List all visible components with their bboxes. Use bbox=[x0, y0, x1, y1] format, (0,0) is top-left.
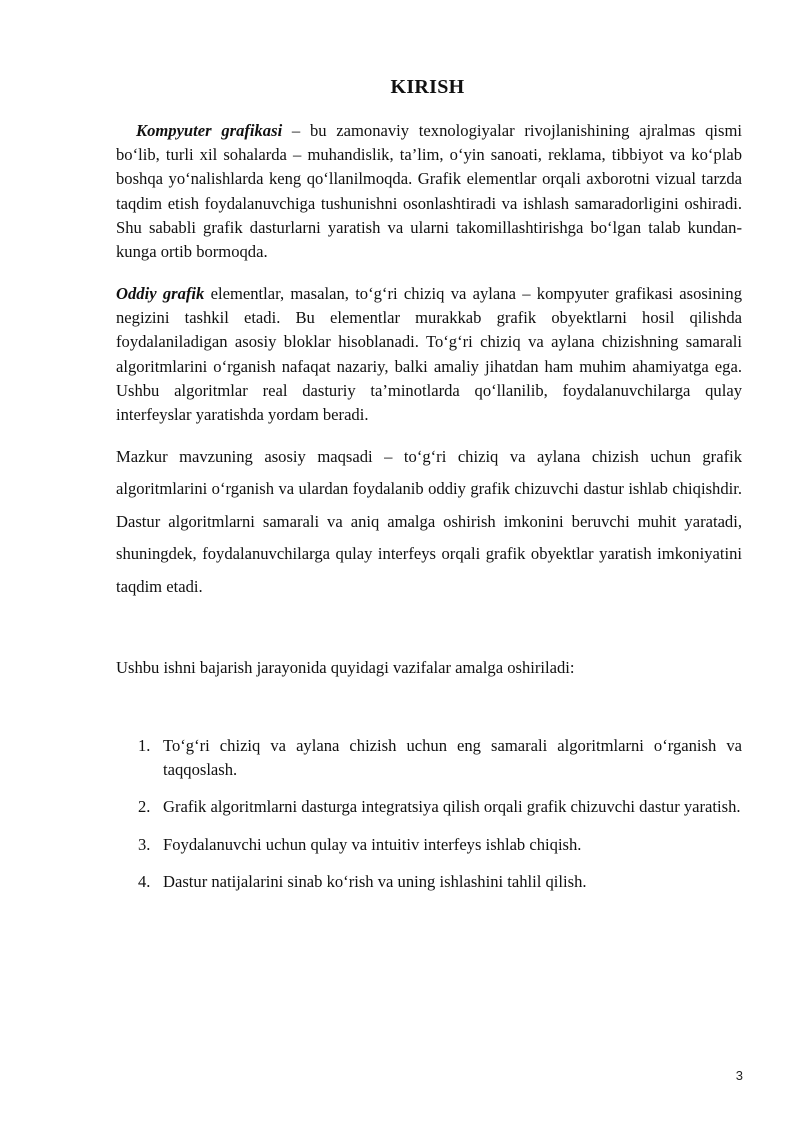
list-item-number: 2. bbox=[138, 797, 151, 817]
page-title: KIRISH bbox=[390, 76, 465, 98]
simple-graphics-term: Oddiy grafik bbox=[116, 284, 205, 303]
simple-graphics-text: elementlar, masalan, to‘g‘ri chiziq va aylana – kompyuter grafikasi asosining negizini tashkil etadi. Bu elementlar murakkab grafik obyektlarni hosil qilishda foydalaniladigan asosiy bloklar hisoblanadi. To‘g‘ri chiziq va aylana chizishning samarali algoritmlarini o‘rganish nafaqat nazariy, balki amaliy jihatdan ham muhim ahamiyatga ega. Ushbu algoritmlar real dasturiy ta’minotlarda qo‘llanilib, foydalanuvchilarga qulay interfeyslar yaratishda yordam beradi. bbox=[116, 284, 742, 425]
list-item-number: 1. bbox=[138, 736, 151, 755]
intro-text: – bu zamonaviy texnologiyalar rivojlanishining ajralmas qismi bo‘lib, turli xil sohalarda – muhandislik, ta’lim, o‘yin sanoati, reklama, tibbiyot va ko‘plab boshqa yo‘nalishlarda keng qo‘llanilmoqda. Grafik elementlar orqali axborotni vizual tarzda taqdim etish foydalanuvchiga tushunishni osonlashtiradi va ishlash samaradorligini oshiradi. Shu sababli grafik dasturlarni yaratish va ularni takomillashtirishga bo‘lgan talab kundan-kunga ortib bormoqda. bbox=[116, 121, 742, 262]
intro-paragraph bbox=[116, 119, 742, 264]
list-item-text: Foydalanuvchi uchun qulay va intuitiv interfeys ishlab chiqish. bbox=[163, 834, 582, 854]
list-item bbox=[116, 870, 742, 894]
list-item-text: To‘g‘ri chiziq va aylana chizish uchun eng samarali algoritmlarni o‘rganish va taqqoslash. bbox=[163, 736, 742, 780]
intro-term: Kompyuter grafikasi bbox=[136, 121, 283, 140]
list-item bbox=[116, 833, 742, 857]
list-item-number: 4. bbox=[138, 871, 151, 891]
list-item-text: Dastur natijalarini sinab ko‘rish va uning ishlashini tahlil qilish. bbox=[163, 871, 587, 891]
list-item bbox=[116, 734, 742, 782]
goal-paragraph: Mazkur mavzuning asosiy maqsadi – to‘g‘ri chiziq va aylana chizish uchun grafik algoritmlarini o‘rganish va ulardan foydalanib oddiy grafik chizuvchi dastur ishlab chiqishdir. Dastur algoritmlarni samarali va aniq amalga oshirish imkonini beruvchi muhit yaratadi, shuningdek, foydalanuvchilarga qulay interfeys orqali grafik obyektlar yaratish imkoniyatini taqdim etadi. bbox=[116, 447, 742, 596]
simple-graphics-paragraph bbox=[116, 282, 742, 427]
list-item-text: Grafik algoritmlarni dasturga integratsiya qilish orqali grafik chizuvchi dastur yaratish. bbox=[163, 797, 741, 817]
list-item bbox=[116, 795, 742, 819]
tasks-intro: Ushbu ishni bajarish jarayonida quyidagi vazifalar amalga oshiriladi: bbox=[116, 658, 575, 677]
list-item-number: 3. bbox=[138, 834, 151, 854]
task-list bbox=[116, 734, 742, 907]
page-number: 3 bbox=[735, 1068, 743, 1083]
